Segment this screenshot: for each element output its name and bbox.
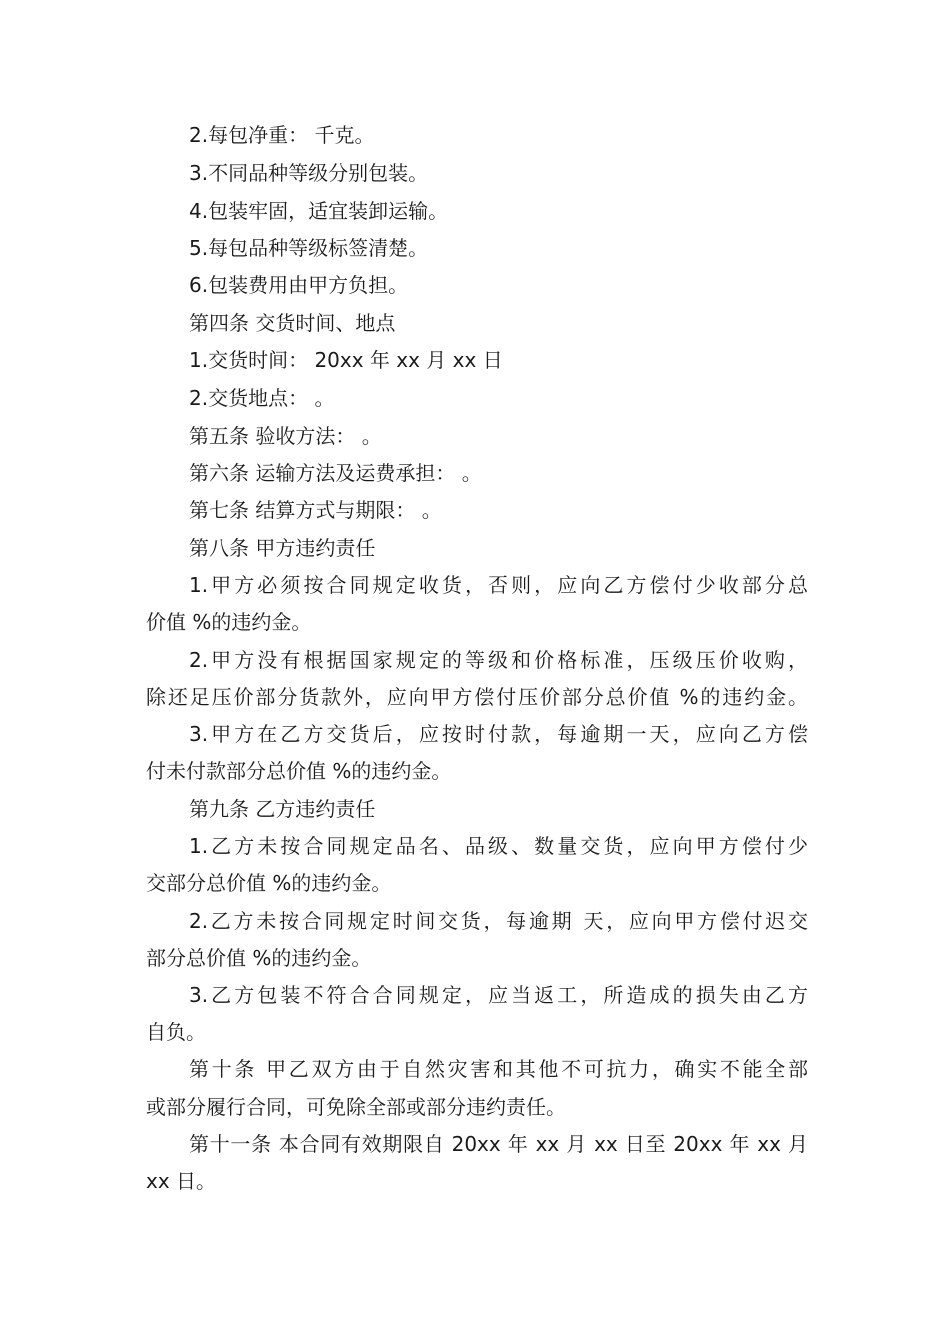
clause-line: xx 日。 (146, 1169, 217, 1193)
article-heading: 第六条 运输方法及运费承担： 。 (189, 461, 482, 485)
clause-line: 1.乙方未按合同规定品名、品级、数量交货，应向甲方偿付少 (189, 834, 808, 858)
clause-line: 2.甲方没有根据国家规定的等级和价格标准，压级压价收购， (189, 648, 808, 672)
article-heading: 第十条 甲乙双方由于自然灾害和其他不可抗力，确实不能全部 (189, 1057, 808, 1081)
clause-line: 5.每包品种等级标签清楚。 (189, 236, 429, 260)
article-heading: 第七条 结算方式与期限： 。 (189, 498, 442, 522)
article-heading: 第五条 验收方法： 。 (189, 424, 382, 448)
clause-line: 交部分总价值 %的违约金。 (146, 871, 392, 895)
clause-line: 4.包装牢固，适宜装卸运输。 (189, 199, 449, 223)
clause-line: 1.交货时间： 20xx 年 xx 月 xx 日 (189, 348, 503, 372)
clause-line: 1.甲方必须按合同规定收货，否则，应向乙方偿付少收部分总 (189, 573, 808, 597)
clause-line: 3.乙方包装不符合合同规定，应当返工，所造成的损失由乙方 (189, 983, 808, 1007)
clause-line: 价值 %的违约金。 (146, 610, 312, 634)
article-heading: 第四条 交货时间、地点 (189, 311, 396, 335)
clause-line: 2.交货地点： 。 (189, 386, 335, 410)
clause-line: 付未付款部分总价值 %的违约金。 (146, 759, 452, 783)
clause-line: 部分总价值 %的违约金。 (146, 946, 372, 970)
clause-line: 2.每包净重： 千克。 (189, 123, 375, 147)
clause-line: 除还足压价部分货款外，应向甲方偿付压价部分总价值 %的违约金。 (146, 685, 808, 709)
clause-line: 3.不同品种等级分别包装。 (189, 161, 429, 185)
article-heading: 第十一条 本合同有效期限自 20xx 年 xx 月 xx 日至 20xx 年 xx 月 (189, 1132, 808, 1156)
clause-line: 3.甲方在乙方交货后，应按时付款，每逾期一天，应向乙方偿 (189, 722, 808, 746)
clause-line: 6.包装费用由甲方负担。 (189, 273, 409, 297)
article-heading: 第八条 甲方违约责任 (189, 536, 376, 560)
article-heading: 第九条 乙方违约责任 (189, 797, 376, 821)
clause-line: 或部分履行合同，可免除全部或部分违约责任。 (146, 1095, 566, 1119)
clause-line: 2.乙方未按合同规定时间交货，每逾期 天，应向甲方偿付迟交 (189, 909, 808, 933)
clause-line: 自负。 (146, 1020, 206, 1044)
